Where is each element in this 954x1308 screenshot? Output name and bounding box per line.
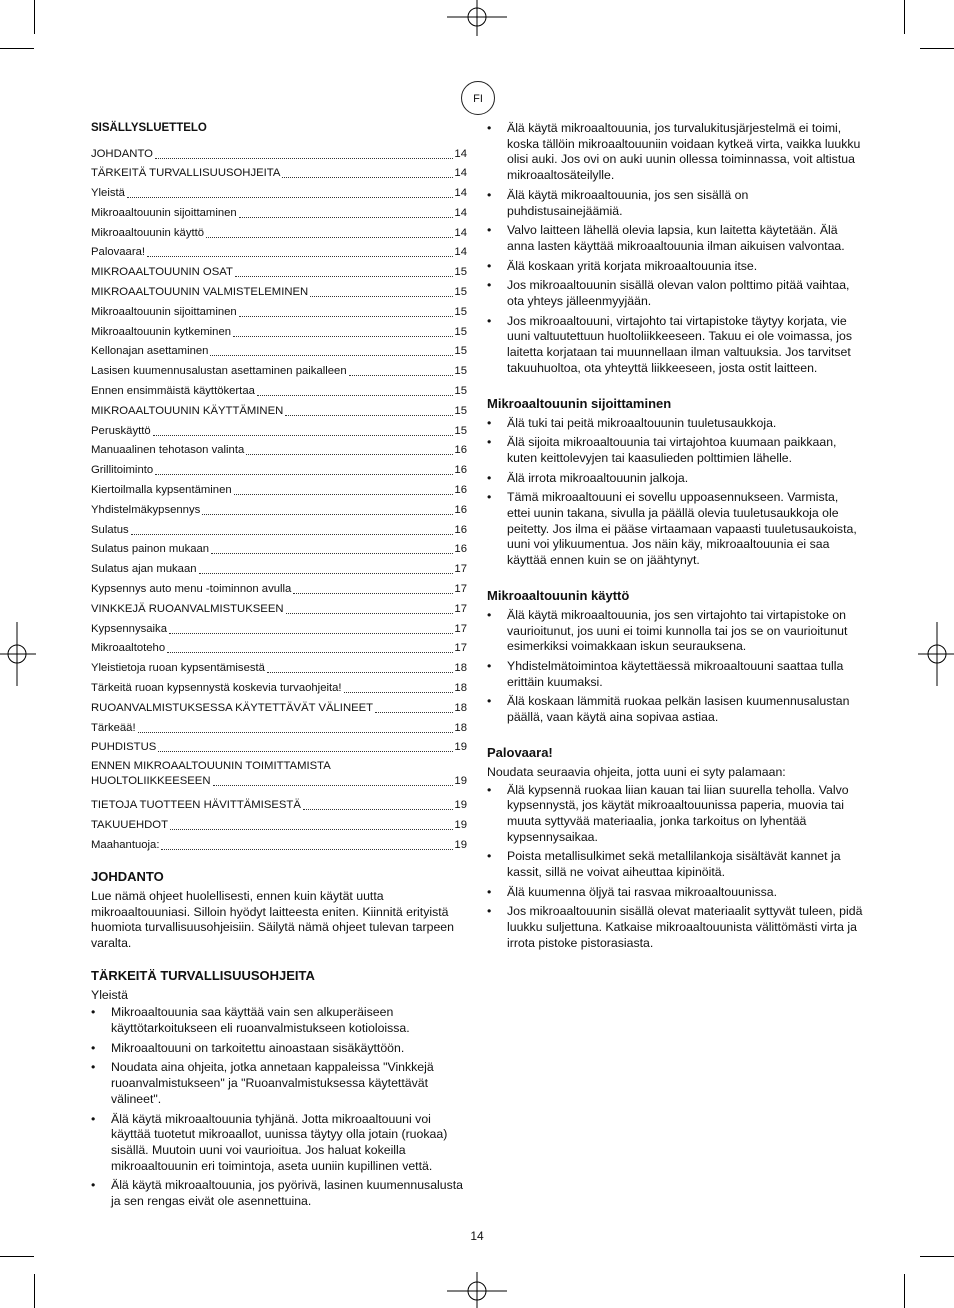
- language-badge: FI: [461, 81, 495, 115]
- page-number: 14: [470, 1229, 484, 1243]
- list-item: • Älä koskaan lämmitä ruokaa pelkän lasisen kuumennusalustan päällä, vaan käytä aina sopivaa astiaa.: [487, 694, 863, 725]
- toc-entry: [91, 577, 467, 597]
- toc-entry: [91, 656, 467, 676]
- toc-entry-page: 17: [454, 622, 467, 635]
- toc-entry-label: Grillitoiminto: [91, 464, 154, 477]
- list-item: • Mikroaaltouunia saa käyttää vain sen alkuperäiseen käyttötarkoitukseen eli ruoanvalmistukseen kotioloissa.: [91, 1005, 467, 1036]
- toc-entry: [91, 458, 467, 478]
- toc-entry: [91, 538, 467, 558]
- toc-leader-dots: [239, 217, 454, 218]
- safety-list-right: [487, 121, 863, 377]
- list-item: • Tämä mikroaaltouuni ei sovellu uppoasennukseen. Varmista, ettei uunin takana, sivulla ja päällä olevia tuuletusaukkoja ole peitetty. Jos ilma ei pääse virtaamaan vapaasti tuuletusaukoista, uuni voi ylikuumentua. Jos näin käy, mikroaaltouunia ei saa käyttää ennen kuin se on jäähtynyt.: [487, 490, 863, 569]
- toc-leader-dots: [153, 435, 454, 436]
- toc-entry-label: Maahantuoja:: [91, 838, 160, 851]
- toc-entry: [91, 617, 467, 637]
- toc-entry-page: 16: [454, 484, 467, 497]
- toc-entry-page: 18: [454, 701, 467, 714]
- toc-entry: [91, 419, 467, 439]
- list-item: • Yhdistelmätoimintoa käytettäessä mikroaaltouuni saattaa tulla erittäin kuumaksi.: [487, 659, 863, 690]
- toc-leader-dots: [138, 732, 454, 733]
- toc-entry-page: 15: [454, 305, 467, 318]
- toc-entry-label: TIETOJA TUOTTEEN HÄVITTÄMISESTÄ: [91, 799, 301, 812]
- registration-mark-top: [447, 0, 507, 40]
- list-item: • Valvo laitteen lähellä olevia lapsia, kun laitetta käytetään. Älä anna lasten käyttää mikroaaltouunia ilman aikuisen valvontaa.: [487, 223, 863, 254]
- toc-entry-label: Manuaalinen tehotason valinta: [91, 444, 245, 457]
- toc-entry: [91, 142, 467, 162]
- toc-leader-dots: [170, 829, 453, 830]
- safety-list-left: [91, 1005, 467, 1209]
- toc-leader-dots: [161, 849, 453, 850]
- toc-entry-page: 17: [454, 583, 467, 596]
- toc-entry-page: 15: [454, 286, 467, 299]
- left-column: [91, 121, 467, 1214]
- toc-entry-page: 15: [454, 424, 467, 437]
- toc-entry-label: Mikroaaltouunin käyttö: [91, 226, 205, 239]
- toc-entry-label: Kypsennysaika: [91, 622, 167, 635]
- toc-entry-label: TAKUUEHDOT: [91, 819, 168, 831]
- toc-entry-page: 19: [454, 819, 467, 831]
- toc-entry-label: JOHDANTO: [91, 147, 153, 160]
- toc-entry-label: Ennen ensimmäistä käyttökertaa: [91, 385, 255, 398]
- toc-entry-label: RUOANVALMISTUKSESSA KÄYTETTÄVÄT VÄLINEET: [91, 701, 374, 714]
- toc-entry: [91, 518, 467, 538]
- toc-leader-dots: [210, 355, 453, 356]
- toc-leader-dots: [267, 672, 453, 673]
- toc-leader-dots: [211, 553, 453, 554]
- list-item: • Älä käytä mikroaaltouunia tyhjänä. Jotta mikroaaltouuni voi käyttää tuotetut mikroaallot, uunissa täytyy olla jotain (ruokaa) sisällä. Muutoin uuni voi vaurioitua. Jos haluat kokeilla mikroaaltouunin eri toimintoja, aseta uuniin kupillinen vettä.: [91, 1112, 467, 1175]
- toc-entry-page: 15: [454, 325, 467, 338]
- registration-mark-right: [914, 622, 954, 686]
- toc-entry-label: ENNEN MIKROAALTOUUNIN TOIMITTAMISTA: [91, 760, 331, 773]
- toc-leader-dots: [310, 296, 453, 297]
- list-item: • Älä koskaan yritä korjata mikroaaltouunia itse.: [487, 259, 863, 275]
- list-item: • Poista metallisulkimet sekä metallilankoja sisältävät kannet ja kassit, sillä ne voivat aiheuttaa kipinöitä.: [487, 849, 863, 880]
- toc-entry-page: 19: [454, 741, 467, 754]
- toc-entry: [91, 597, 467, 617]
- toc-entry-label: PUHDISTUS: [91, 741, 157, 754]
- list-item: • Älä käytä mikroaaltouunia, jos sen virtajohto tai virtapistoke on vaurioitunut, jos uuni ei toimi kunnolla tai jos se on vaurioitunut esimerkiksi voimakkaan iskun seurauksena.: [487, 608, 863, 655]
- toc-entry-page: 18: [454, 662, 467, 675]
- toc-title: SISÄLLYSLUETTELO: [91, 122, 207, 134]
- toc-entry-label: Yhdistelmäkypsennys: [91, 503, 201, 516]
- toc-entry-label: Palovaara!: [91, 246, 146, 259]
- toc-entry-label: MIKROAALTOUUNIN KÄYTTÄMINEN: [91, 404, 284, 417]
- toc-entry-page: 16: [454, 523, 467, 536]
- list-item: • Jos mikroaaltouuni, virtajohto tai virtapistoke täytyy korjata, vie uuni valtuutettuun huoltoliikkeeseen. Takuu ei ole voimassa, jos laitetta korjataan tai muunnellaan ilman valtuuksia. Jos tarvitset takuuhuoltoa, ota yhteyttä liikkeeseen, josta ostit laitteen.: [487, 314, 863, 377]
- toc-entry-page: 14: [454, 246, 467, 259]
- toc-leader-dots: [213, 785, 454, 786]
- toc-entry-label: Lasisen kuumennusalustan asettaminen paikalleen: [91, 365, 347, 378]
- toc-entry: [91, 755, 467, 789]
- toc-entry-label: Sulatus painon mukaan: [91, 543, 210, 556]
- crop-mark: [34, 0, 35, 34]
- toc-entry: [91, 498, 467, 518]
- toc-entry-label: TÄRKEITÄ TURVALLISUUSOHJEITA: [91, 167, 281, 180]
- toc-entry: [91, 637, 467, 657]
- toc-entry-page: 14: [454, 187, 467, 200]
- registration-mark-bottom: [447, 1268, 507, 1308]
- toc-entry-page: 17: [454, 563, 467, 576]
- johdanto-text: Lue nämä ohjeet huolellisesti, ennen kuin käytät uutta mikroaaltouuniasi. Silloin hyödyt laitteesta eniten. Kiinnitä erityistä huomiota turvallisuusohjeisiin. Säilytä nämä ohjeet tulevan tarpeen varalta.: [91, 888, 454, 950]
- toc-entry-page: 18: [454, 682, 467, 695]
- toc-entry: [91, 736, 467, 756]
- safety-heading: TÄRKEITÄ TURVALLISUUSOHJEITA: [91, 967, 315, 983]
- crop-mark: [0, 48, 34, 49]
- list-item: • Noudata aina ohjeita, jotka annetaan kappaleissa "Vinkkejä ruoanvalmistukseen" ja "Ruoanvalmistuksessa käytettävät välineet".: [91, 1060, 467, 1107]
- toc-entry: [91, 359, 467, 379]
- toc-leader-dots: [246, 454, 453, 455]
- toc-entry-label: Yleistä: [91, 187, 125, 200]
- toc-entry-page: 14: [454, 226, 467, 239]
- toc-entry-page: 14: [454, 167, 467, 180]
- toc-entry-label: MIKROAALTOUUNIN OSAT: [91, 266, 233, 279]
- toc-entry-label: Tärkeitä ruoan kypsennystä koskevia turvaohjeita!: [91, 682, 342, 695]
- toc-entry-label: HUOLTOLIIKKEESEEN: [91, 775, 211, 788]
- crop-mark: [34, 1274, 35, 1308]
- toc-entry-label: Tärkeää!: [91, 721, 136, 734]
- toc-entry-page: 15: [454, 345, 467, 358]
- toc-leader-dots: [206, 237, 453, 238]
- toc-entry: [91, 340, 467, 360]
- toc-leader-dots: [199, 573, 454, 574]
- toc-entry-page: 14: [454, 147, 467, 160]
- toc-entry-page: 17: [454, 642, 467, 655]
- toc-leader-dots: [349, 375, 454, 376]
- toc-entry: [91, 793, 467, 813]
- toc-entry-page: 15: [454, 266, 467, 279]
- toc-leader-dots: [233, 336, 453, 337]
- toc-entry-page: 19: [454, 799, 467, 812]
- toc-entry-page: 19: [454, 838, 467, 851]
- fire-heading: Palovaara!: [487, 744, 553, 760]
- toc-leader-dots: [202, 514, 453, 515]
- toc-entry-label: Sulatus ajan mukaan: [91, 563, 197, 576]
- toc-entry-page: 14: [454, 206, 467, 219]
- toc-entry: [91, 557, 467, 577]
- johdanto-heading: JOHDANTO: [91, 868, 164, 884]
- toc-entry: [91, 833, 467, 853]
- toc-leader-dots: [285, 415, 453, 416]
- toc-leader-dots: [167, 652, 453, 653]
- toc-entry-page: 15: [454, 385, 467, 398]
- toc-entry-label: Mikroaaltouunin kytkeminen: [91, 325, 232, 338]
- crop-mark: [904, 0, 905, 34]
- toc-entry-label: Kiertoilmalla kypsentäminen: [91, 484, 232, 497]
- list-item: • Älä irrota mikroaaltouunin jalkoja.: [487, 471, 863, 487]
- toc-leader-dots: [127, 197, 454, 198]
- placement-heading: Mikroaaltouunin sijoittaminen: [487, 395, 672, 411]
- toc-entry-label: Mikroaaltouunin sijoittaminen: [91, 305, 237, 318]
- list-item: • Älä kypsennä ruokaa liian kauan tai liian suurella teholla. Valvo kypsennystä, jos käytät mikroaaltouunissa paperia, muovia tai muuta syttyvää materiaalia, jonka tarkoitus on lyhentää kypsennysaikaa.: [487, 783, 863, 846]
- toc-entry-page: 16: [454, 543, 467, 556]
- list-item: • Älä käytä mikroaaltouunia, jos sen sisällä on puhdistusainejäämiä.: [487, 188, 863, 219]
- toc-leader-dots: [169, 633, 453, 634]
- toc-leader-dots: [235, 276, 454, 277]
- toc-leader-dots: [155, 158, 453, 159]
- toc-entry-page: 16: [454, 464, 467, 477]
- placement-list: [487, 416, 863, 569]
- toc-entry-page: 16: [454, 503, 467, 516]
- toc-leader-dots: [147, 256, 453, 257]
- registration-mark-left: [0, 622, 40, 686]
- right-column: [487, 121, 863, 956]
- toc-entry-label: Yleistietoja ruoan kypsentämisestä: [91, 662, 265, 675]
- toc-entry: [91, 696, 467, 716]
- toc-entry-label: Mikroaaltoteho: [91, 642, 166, 655]
- toc-leader-dots: [303, 809, 454, 810]
- toc-entry: [91, 221, 467, 241]
- toc-entry: [91, 813, 467, 833]
- list-item: • Älä käytä mikroaaltouunia, jos pyörivä, lasinen kuumennusalusta ja sen rengas eivät ole asennettuina.: [91, 1178, 467, 1209]
- toc-entry-page: 16: [454, 444, 467, 457]
- fire-intro: Noudata seuraavia ohjeita, jotta uuni ei syty palamaan:: [487, 764, 786, 779]
- fire-list: [487, 783, 863, 952]
- toc-entry: [91, 260, 467, 280]
- toc-entry-page: 19: [454, 775, 467, 788]
- toc-entry: [91, 201, 467, 221]
- toc-entry: [91, 478, 467, 498]
- list-item: • Älä kuumenna öljyä tai rasvaa mikroaaltouunissa.: [487, 885, 863, 901]
- toc-entry-label: Kellonajan asettaminen: [91, 345, 209, 358]
- list-item: • Jos mikroaaltouunin sisällä olevat materiaalit syttyvät tuleen, pidä luukku suljettuna. Katkaise mikroaaltouunista välittömästi virta ja irrota pistoke pistorasiasta.: [487, 904, 863, 951]
- toc-entry: [91, 676, 467, 696]
- crop-mark: [0, 1256, 34, 1257]
- crop-mark: [920, 1256, 954, 1257]
- toc-entry-page: 15: [454, 404, 467, 417]
- toc-leader-dots: [286, 613, 454, 614]
- toc-entry: [91, 280, 467, 300]
- toc-leader-dots: [131, 534, 454, 535]
- toc-entry-label: VINKKEJÄ RUOANVALMISTUKSEEN: [91, 602, 284, 615]
- list-item: • Mikroaaltouuni on tarkoitettu ainoastaan sisäkäyttöön.: [91, 1041, 467, 1057]
- toc-entry: [91, 241, 467, 261]
- toc-leader-dots: [158, 751, 453, 752]
- toc-entry-label: Peruskäyttö: [91, 424, 151, 437]
- toc-entry: [91, 300, 467, 320]
- toc-entry: [91, 399, 467, 419]
- list-item: • Älä sijoita mikroaaltouunia tai virtajohtoa kuumaan paikkaan, kuten keittolevyjen tai kaasulieden polttimien lähelle.: [487, 435, 863, 466]
- toc-leader-dots: [293, 593, 453, 594]
- table-of-contents: [91, 142, 467, 853]
- usage-heading: Mikroaaltouunin käyttö: [487, 587, 630, 603]
- toc-entry: [91, 379, 467, 399]
- toc-leader-dots: [344, 692, 454, 693]
- toc-leader-dots: [375, 712, 453, 713]
- toc-entry-page: 15: [454, 365, 467, 378]
- toc-leader-dots: [282, 177, 453, 178]
- toc-entry: [91, 181, 467, 201]
- toc-entry: [91, 439, 467, 459]
- toc-leader-dots: [234, 494, 454, 495]
- list-item: • Älä käytä mikroaaltouunia, jos turvalukitusjärjestelmä ei toimi, koska tällöin mikroaaltouuniin voidaan kytkeä virta, vaikka luukku olisi auki. Jos ovi on auki uunin ollessa toiminnassa, voit altistua mikroaaltosäteilylle.: [487, 121, 863, 184]
- usage-list: [487, 608, 863, 726]
- toc-entry-page: 18: [454, 721, 467, 734]
- toc-entry: [91, 320, 467, 340]
- list-item: • Älä tuki tai peitä mikroaaltouunin tuuletusaukkoja.: [487, 416, 863, 432]
- toc-entry: [91, 162, 467, 182]
- toc-entry-page: 17: [454, 602, 467, 615]
- toc-leader-dots: [257, 395, 454, 396]
- crop-mark: [904, 1274, 905, 1308]
- toc-entry-label: Sulatus: [91, 523, 129, 536]
- safety-subheading: Yleistä: [91, 987, 128, 1002]
- list-item: • Jos mikroaaltouunin sisällä olevan valon polttimo pitää vaihtaa, ota yhteys jälleenmyyjään.: [487, 278, 863, 309]
- toc-leader-dots: [239, 316, 454, 317]
- toc-entry-label: Kypsennys auto menu -toiminnon avulla: [91, 583, 292, 596]
- toc-entry-label: MIKROAALTOUUNIN VALMISTELEMINEN: [91, 286, 309, 299]
- toc-entry-label: Mikroaaltouunin sijoittaminen: [91, 206, 237, 219]
- toc-entry: [91, 716, 467, 736]
- crop-mark: [920, 48, 954, 49]
- toc-leader-dots: [155, 474, 453, 475]
